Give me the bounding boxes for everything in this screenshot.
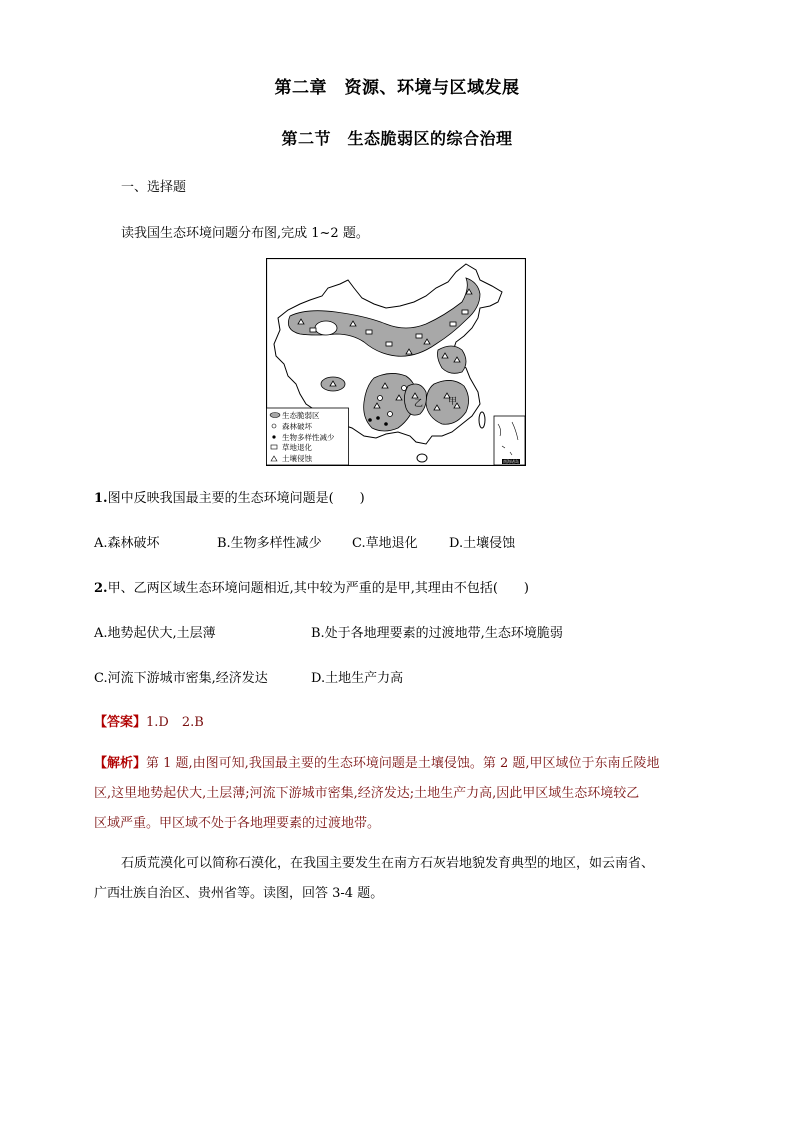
- legend-forest-symbol: [272, 424, 276, 428]
- inset-caption: 南海诸岛: [503, 459, 519, 464]
- q2-block: [94, 577, 529, 596]
- intro-text: 读我国生态环境问题分布图,完成 1~2 题。: [121, 226, 369, 241]
- chapter-title: 第二章 资源、环境与区域发展: [274, 78, 520, 98]
- legend-bio-symbol: [272, 435, 275, 438]
- q2-option-a[interactable]: A.地势起伏大,土层薄: [94, 626, 216, 641]
- q1-option-b[interactable]: B.生物多样性减少: [217, 536, 322, 551]
- section-title: 第二节 生态脆弱区的综合治理: [281, 129, 513, 148]
- legend-fragile: 生态脆弱区: [282, 411, 320, 420]
- analysis-line-3: 区域严重。甲区域不处于各地理要素的过渡地带。: [94, 816, 381, 831]
- basin-hole: [315, 321, 337, 335]
- legend-forest: 森林破坏: [282, 422, 312, 431]
- legend-soil: 土壤侵蚀: [282, 454, 312, 463]
- q2-option-c[interactable]: C.河流下游城市密集,经济发达: [94, 671, 268, 686]
- q1-option-a[interactable]: A.森林破坏: [94, 536, 160, 551]
- para2-line-2: 广西壮族自治区、贵州省等。读图，回答 3-4 题。: [94, 886, 384, 901]
- part-heading: 一、选择题: [121, 180, 187, 195]
- q2-option-b[interactable]: B.处于各地理要素的过渡地带,生态环境脆弱: [311, 626, 563, 641]
- answer-line: [94, 711, 204, 730]
- q1-option-c[interactable]: C.草地退化: [352, 536, 418, 551]
- analysis-line-2: 区,这里地势起伏大,土层薄;河流下游城市密集,经济发达;土地生产力高,因此甲区域生态环境较乙: [94, 786, 640, 801]
- answer-text: 1.D 2.B: [146, 715, 204, 730]
- q2-number: 2.: [94, 581, 108, 596]
- analysis-tag: 【解析】: [94, 756, 147, 771]
- q1-option-d[interactable]: D.土壤侵蚀: [449, 536, 516, 551]
- legend-fragile-swatch: [270, 413, 280, 418]
- south-sea-inset: [494, 416, 525, 465]
- stone-desert-paragraph: [94, 849, 714, 909]
- eco-problem-map: [266, 258, 526, 466]
- map-label-jia: 甲: [448, 397, 458, 407]
- para2-line-1: 石质荒漠化可以简称石漠化，在我国主要发生在南方石灰岩地貌发育典型的地区，如云南省、: [121, 856, 655, 871]
- q2-option-d[interactable]: D.土地生产力高: [311, 671, 404, 686]
- q1-stem: 图中反映我国最主要的生态环境问题是( ): [107, 491, 365, 506]
- legend-bio: 生物多样性减少: [282, 433, 335, 442]
- legend-grass-symbol: [271, 445, 277, 449]
- analysis-block: [94, 749, 714, 839]
- q1-number: 1.: [94, 491, 108, 506]
- answer-tag: 【答案】: [94, 715, 147, 730]
- q1-block: [94, 487, 365, 506]
- legend-grass: 草地退化: [282, 443, 312, 452]
- analysis-line-1: 第 1 题,由图可知,我国最主要的生态环境问题是土壤侵蚀。第 2 题,甲区域位于东南丘陵地: [146, 756, 660, 771]
- map-label-yi: 乙: [414, 399, 424, 409]
- q2-stem: 甲、乙两区域生态环境问题相近,其中较为严重的是甲,其理由不包括( ): [107, 581, 529, 596]
